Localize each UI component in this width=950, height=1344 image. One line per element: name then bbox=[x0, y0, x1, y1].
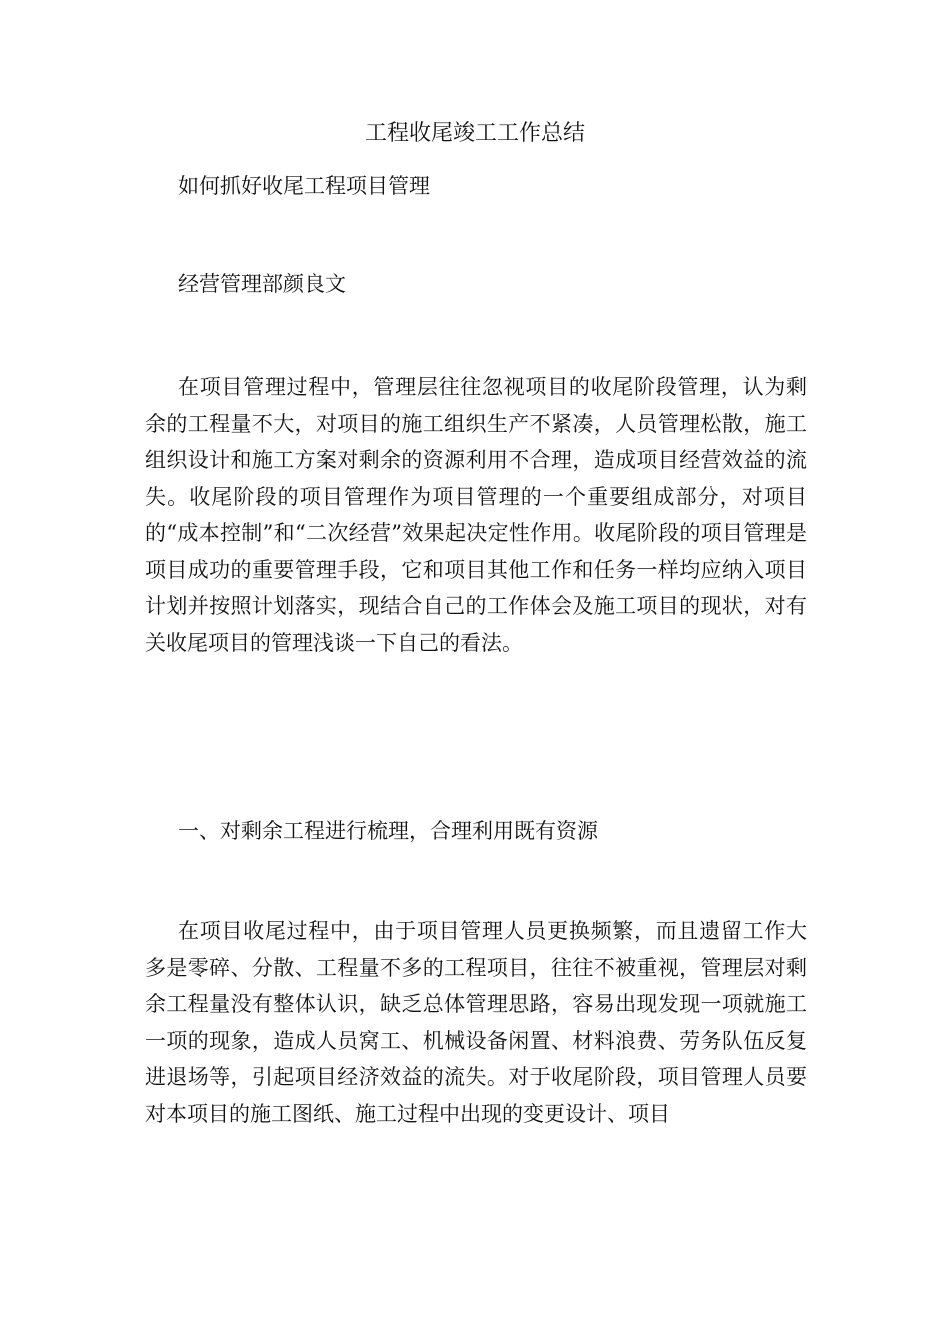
body-paragraph-2: 在项目收尾过程中，由于项目管理人员更换频繁，而且遗留工作大多是零碎、分散、工程量不多的工程项目，往往不被重视，管理层对剩余工程量没有整体认识，缺乏总体管理思路，容易出现发现一项就施工一项的现象，造成人员窝工、机械设备闲置、材料浪费、劳务队伍反复进退场等，引起项目经济效益的流失。对于收尾阶段，项目管理人员要对本项目的施工图纸、施工过程中出现的变更设计、项目 bbox=[145, 919, 807, 1126]
document-subtitle: 如何抓好收尾工程项目管理 bbox=[178, 174, 430, 198]
body-paragraph-1: 在项目管理过程中，管理层往往忽视项目的收尾阶段管理，认为剩余的工程量不大，对项目的施工组织生产不紧凑，人员管理松散，施工组织设计和施工方案对剩余的资源利用不合理，造成项目经营效益的流失。收尾阶段的项目管理作为项目管理的一个重要组成部分，对项目的“成本控制”和“二次经营”效果起决定性作用。收尾阶段的项目管理是项目成功的重要管理手段，它和项目其他工作和任务一样均应纳入项目计划并按照计划落实，现结合自己的工作体会及施工项目的现状，对有关收尾项目的管理浅谈一下自己的看法。 bbox=[145, 375, 807, 655]
document-title: 工程收尾竣工工作总结 bbox=[364, 121, 585, 146]
author-line: 经营管理部颜良文 bbox=[178, 272, 346, 296]
section-heading-1: 一、对剩余工程进行梳理，合理利用既有资源 bbox=[178, 819, 598, 843]
